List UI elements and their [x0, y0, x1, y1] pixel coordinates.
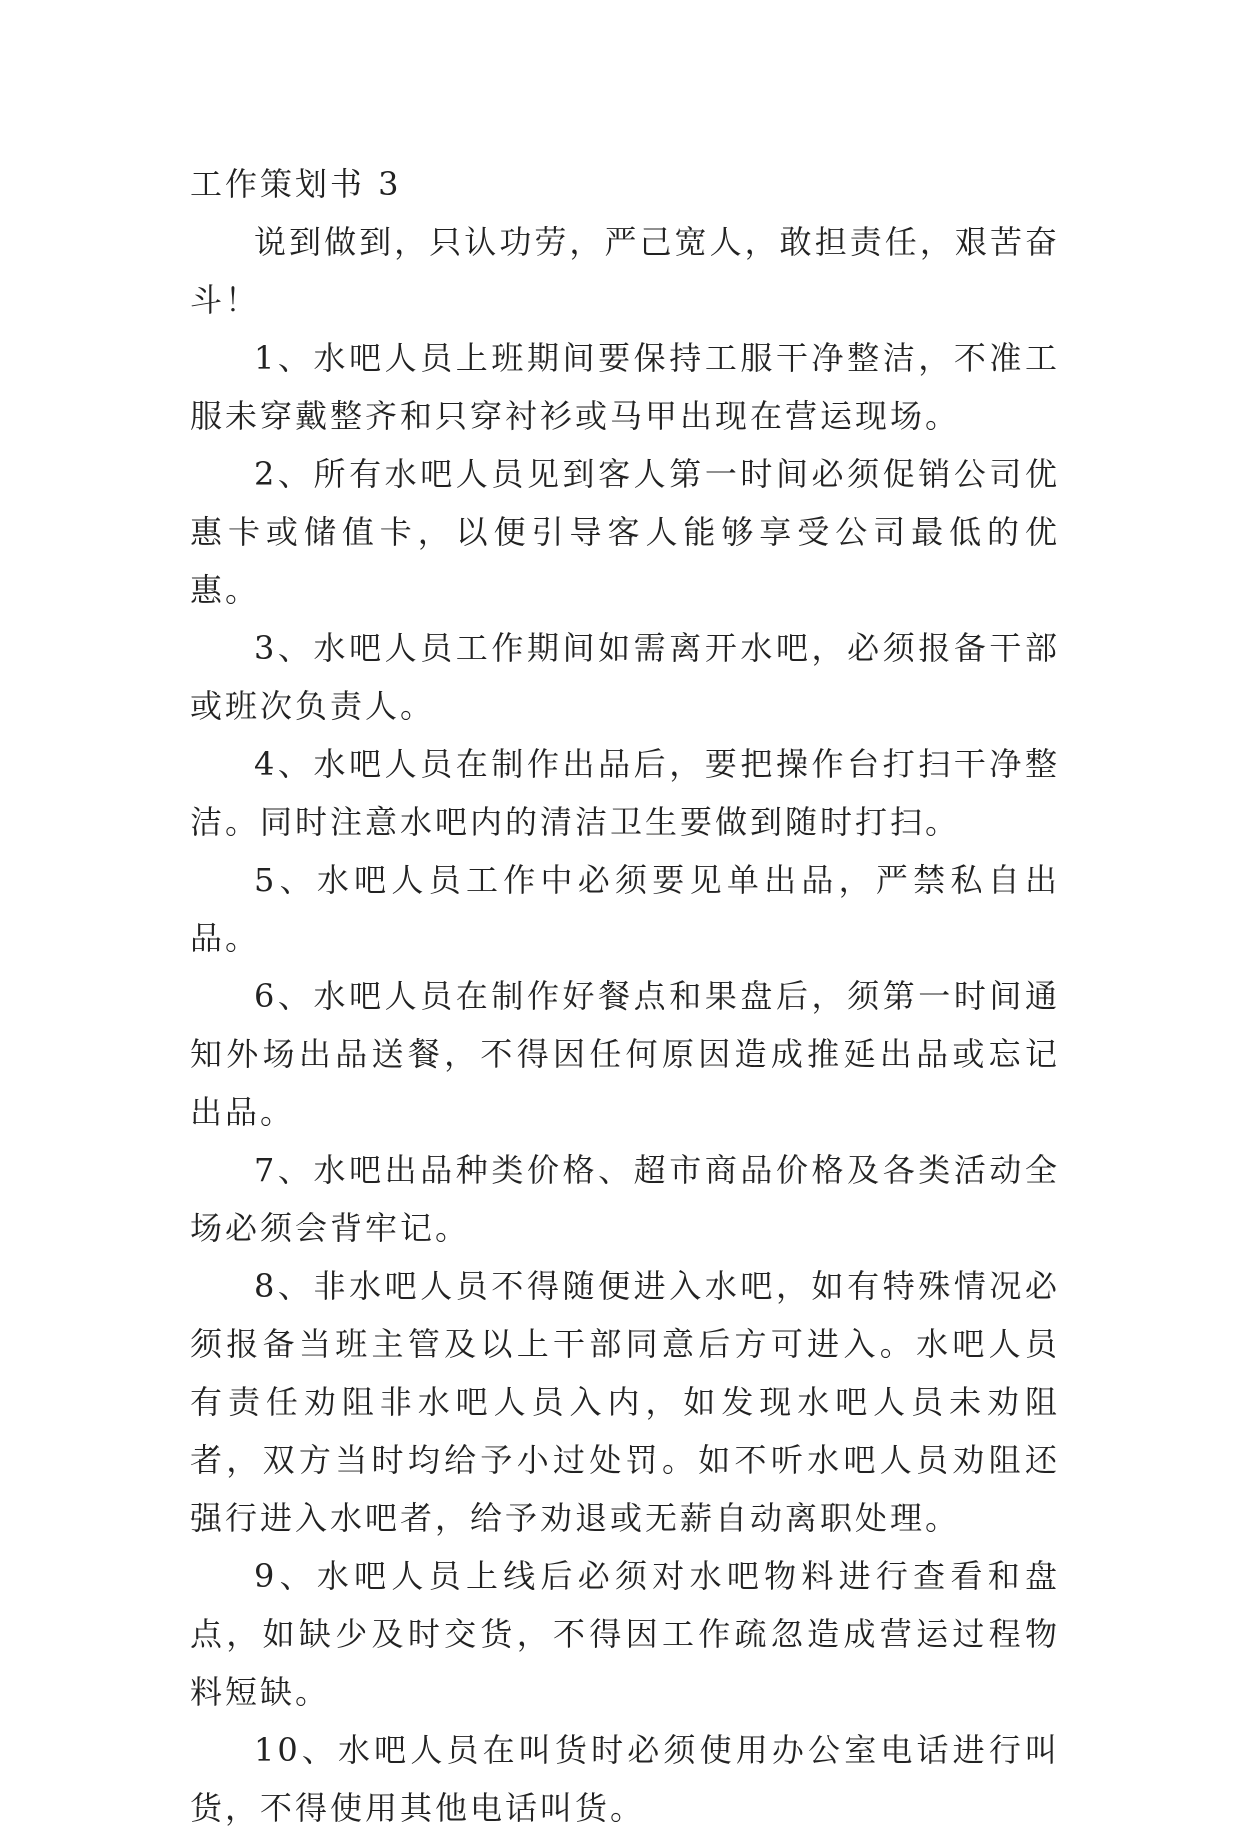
motto-paragraph: 说到做到，只认功劳，严己宽人，敢担责任，艰苦奋斗！ [190, 223, 1060, 319]
rule-paragraph-10: 10、水吧人员在叫货时必须使用办公室电话进行叫货，不得使用其他电话叫货。 [190, 1731, 1060, 1827]
rule-paragraph-9: 9、水吧人员上线后必须对水吧物料进行查看和盘点，如缺少及时交货，不得因工作疏忽造成营运过程物料短缺。 [190, 1557, 1060, 1711]
rule-paragraph-8: 8、非水吧人员不得随便进入水吧，如有特殊情况必须报备当班主管及以上干部同意后方可进入。水吧人员有责任劝阻非水吧人员入内，如发现水吧人员未劝阻者，双方当时均给予小过处罚。如不听水吧人员劝阻还强行进入水吧者，给予劝退或无薪自动离职处理。 [190, 1267, 1060, 1537]
rule-paragraph-3: 3、水吧人员工作期间如需离开水吧，必须报备干部或班次负责人。 [190, 629, 1060, 725]
rule-paragraph-5: 5、水吧人员工作中必须要见单出品，严禁私自出品。 [190, 861, 1060, 957]
rule-paragraph-2: 2、所有水吧人员见到客人第一时间必须促销公司优惠卡或储值卡，以便引导客人能够享受公司最低的优惠。 [190, 455, 1060, 609]
rule-paragraph-4: 4、水吧人员在制作出品后，要把操作台打扫干净整洁。同时注意水吧内的清洁卫生要做到随时打扫。 [190, 745, 1060, 841]
rule-paragraph-6: 6、水吧人员在制作好餐点和果盘后，须第一时间通知外场出品送餐，不得因任何原因造成推延出品或忘记出品。 [190, 977, 1060, 1131]
document-title: 工作策划书 3 [190, 165, 402, 203]
document-body [190, 155, 1060, 1837]
rule-paragraph-1: 1、水吧人员上班期间要保持工服干净整洁，不准工服未穿戴整齐和只穿衬衫或马甲出现在营运现场。 [190, 339, 1060, 435]
rule-paragraph-7: 7、水吧出品种类价格、超市商品价格及各类活动全场必须会背牢记。 [190, 1151, 1060, 1247]
